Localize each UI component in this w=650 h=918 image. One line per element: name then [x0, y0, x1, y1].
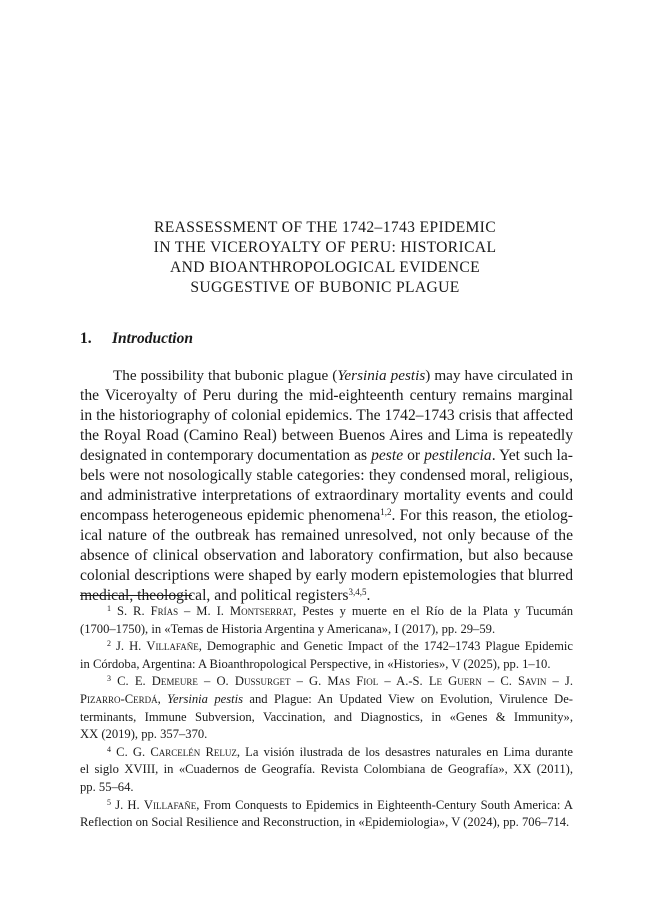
footnote-line	[80, 691, 573, 709]
body-line: the Viceroyalty of Peru during the mid-eighteenth century remains marginal	[80, 387, 573, 404]
footnote-separator	[80, 595, 192, 596]
body-line: absence of clinical observation and laboratory confirmation, but also because	[80, 547, 573, 564]
text-run: , La visión ilustrada de los desastres naturales en Lima durante	[236, 744, 573, 759]
title-line: IN THE VICEROYALTY OF PERU: HISTORICAL	[153, 239, 497, 256]
text-run: . For this reason, the etiolog-	[391, 507, 573, 524]
footnote-line	[80, 673, 573, 691]
body-line: in the historiography of colonial epidemics. The 1742–1743 crisis that affected	[80, 407, 573, 424]
chapter-title	[80, 218, 570, 298]
text-run: – J.	[546, 674, 573, 689]
text-run: J. H.	[111, 639, 147, 654]
italic-term: Yersinia pestis	[337, 367, 426, 384]
author-name: Montserrat	[229, 604, 294, 618]
text-run: The possibility that bubonic plague (	[113, 367, 338, 384]
text-run: , Pestes y muerte en el Río de la Plata y Tucumán	[293, 604, 573, 618]
footnote-ref[interactable]: 3,4,5	[348, 587, 367, 597]
body-line	[80, 506, 573, 526]
body-line	[80, 446, 573, 466]
footnote-line: el siglo XVIII, in «Cuadernos de Geografía. Revista Colombiana de Geografía», XX (2011),	[80, 762, 573, 777]
italic-term: peste	[371, 447, 404, 464]
text-run: or	[403, 447, 425, 464]
author-name: Dussurget	[234, 674, 291, 689]
title-line: AND BIOANTHROPOLOGICAL EVIDENCE	[170, 259, 480, 276]
body-line: colonial descriptions were shaped by early modern epistemologies that blurred	[80, 567, 573, 584]
footnote-line: terminants, Immune Subversion, Vaccination, and Diagnostics, in «Genes & Immunity»,	[80, 709, 573, 724]
body-paragraph	[80, 366, 573, 606]
footnote-line: (1700–1750), in «Temas de Historia Argentina y Americana», I (2017), pp. 29–59.	[80, 621, 496, 636]
author-name: Demeure	[151, 674, 198, 689]
text-run: S. R.	[111, 604, 151, 618]
footnote-number: 3	[107, 674, 111, 684]
text-run: encompass heterogeneous epidemic phenomena	[80, 507, 381, 524]
text-run: C. G.	[111, 744, 151, 759]
title-line: SUGGESTIVE OF BUBONIC PLAGUE	[190, 279, 460, 296]
text-run: ) may have circulated in	[425, 367, 573, 384]
text-run: – A.-S.	[378, 674, 429, 689]
footnote-number: 5	[107, 797, 111, 807]
author-name: Pizarro-Cerdá	[80, 691, 158, 706]
section-heading	[80, 330, 193, 348]
footnote-line: pp. 55–64.	[80, 779, 134, 794]
footnote-number: 1	[107, 604, 111, 613]
body-line: and administrative interpretations of extraordinary mortality events and could	[80, 487, 573, 504]
title-line: REASSESSMENT OF THE 1742–1743 EPIDEMIC	[154, 219, 496, 236]
text-run: – G.	[290, 674, 328, 689]
author-name: Villafañe	[146, 639, 199, 654]
author-name: Frías	[150, 604, 179, 618]
footnote-line	[80, 638, 573, 656]
text-run: . Yet such la-	[491, 447, 573, 464]
text-run: J. H.	[111, 797, 144, 812]
text-run: – O.	[197, 674, 235, 689]
author-name: Le Guern	[428, 674, 482, 689]
text-run: , From Conquests to Epidemics in Eighteenth-Century South America: A	[196, 797, 573, 812]
author-name: Villafañe	[143, 797, 197, 812]
footnote-line	[80, 603, 573, 621]
text-run: , Demographic and Genetic Impact of the 1742–1743 Plague Epidemic	[198, 639, 573, 654]
section-label: Introduction	[112, 330, 193, 347]
author-name: Carcelén Reluz	[150, 744, 237, 759]
footnote-line: Reflection on Social Resilience and Reconstruction, in «Epidemiologia», V (2024), pp. 706–714.	[80, 815, 570, 830]
text-run: C. E.	[111, 674, 152, 689]
author-name: Mas Fiol	[327, 674, 379, 689]
italic-term: Yersinia pestis	[167, 691, 244, 706]
text-run: – M. I.	[178, 604, 230, 618]
footnote-line: in Córdoba, Argentina: A Bioanthropological Perspective, in «Histories», V (2025), pp. 1–10.	[80, 656, 551, 671]
body-line: the Royal Road (Camino Real) between Buenos Aires and Lima is repeatedly	[80, 427, 573, 444]
italic-term: pestilencia	[424, 447, 492, 464]
footnote-line	[80, 744, 573, 762]
footnote-line: XX (2019), pp. 357–370.	[80, 727, 208, 742]
section-number: 1.	[80, 330, 92, 347]
footnote-line	[80, 797, 573, 815]
body-line: ical nature of the outbreak has remained unresolved, not only because of the	[80, 527, 573, 544]
footnote-ref[interactable]: 1,2	[380, 507, 392, 517]
text-run: .	[366, 587, 371, 604]
footnote-number: 4	[107, 744, 111, 754]
text-run: ,	[157, 691, 168, 706]
body-line	[80, 366, 573, 386]
footnotes	[80, 603, 573, 832]
text-run: medical, theological, and political registers	[80, 587, 349, 604]
author-name: Savin	[518, 674, 547, 689]
text-run: and Plague: An Updated View on Evolution, Virulence De-	[243, 691, 574, 706]
text-run: designated in contemporary documentation as	[80, 447, 372, 464]
text-run: – C.	[481, 674, 519, 689]
footnote-number: 2	[107, 639, 111, 649]
body-line: bels were not nosologically stable categories: they condensed moral, religious,	[80, 467, 573, 484]
